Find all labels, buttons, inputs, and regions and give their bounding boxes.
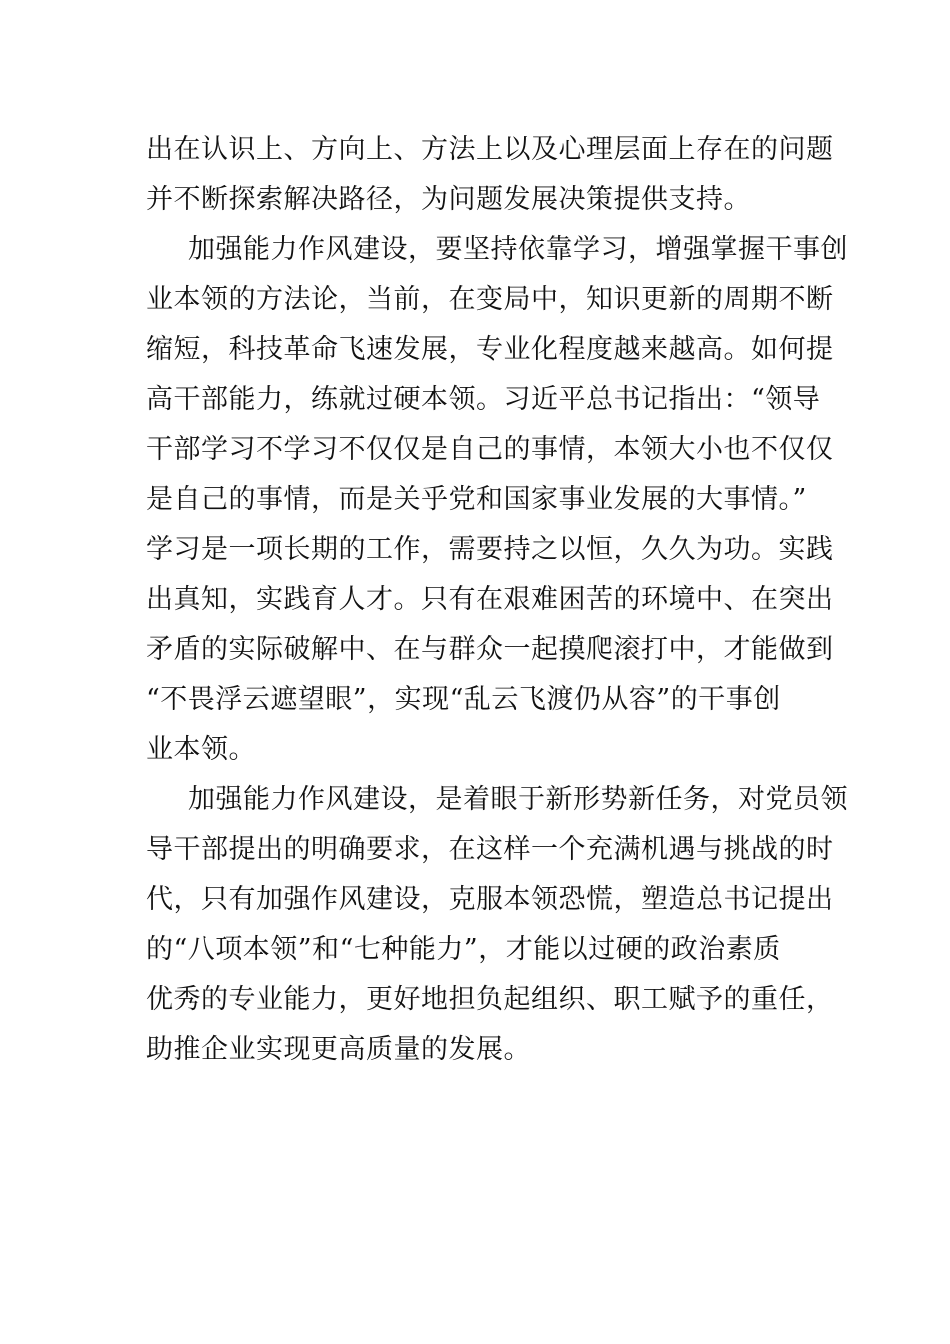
text-line: 的“八项本领”和“七种能力”，才能以过硬的政治素质 — [146, 934, 781, 965]
text-line: 代，只有加强作风建设，克服本领恐慌，塑造总书记提出 — [146, 884, 834, 915]
text-line: 优秀的专业能力，更好地担负起组织、职工赋予的重任， — [146, 984, 834, 1015]
text-line: 加强能力作风建设，是着眼于新形势新任务，对党员领 — [188, 784, 848, 815]
text-line: 是自己的事情，而是关乎党和国家事业发展的大事情。” — [146, 484, 807, 515]
text-line: 矛盾的实际破解中、在与群众一起摸爬滚打中，才能做到 — [146, 634, 834, 665]
text-line: 出真知，实践育人才。只有在艰难困苦的环境中、在突出 — [146, 584, 834, 615]
text-line: 导干部提出的明确要求，在这样一个充满机遇与挑战的时 — [146, 834, 834, 865]
text-line: 助推企业实现更高质量的发展。 — [146, 1034, 531, 1065]
text-line: 出在认识上、方向上、方法上以及心理层面上存在的问题 — [146, 134, 834, 165]
text-line: “不畏浮云遮望眼”，实现“乱云飞渡仍从容”的干事创 — [146, 684, 781, 715]
text-line: 业本领。 — [146, 734, 256, 765]
text-line: 学习是一项长期的工作，需要持之以恒，久久为功。实践 — [146, 534, 834, 565]
paragraph — [146, 225, 848, 775]
text-line: 业本领的方法论，当前，在变局中，知识更新的周期不断 — [146, 284, 834, 315]
text-line: 并不断探索解决路径，为问题发展决策提供支持。 — [146, 184, 751, 215]
text-line: 高干部能力，练就过硬本领。习近平总书记指出：“领导 — [146, 384, 821, 415]
paragraph — [146, 775, 848, 1075]
document-body — [146, 125, 848, 1075]
text-line: 缩短，科技革命飞速发展，专业化程度越来越高。如何提 — [146, 334, 834, 365]
text-line: 加强能力作风建设，要坚持依靠学习，增强掌握干事创 — [188, 234, 848, 265]
paragraph — [146, 125, 834, 225]
text-line: 干部学习不学习不仅仅是自己的事情，本领大小也不仅仅 — [146, 434, 834, 465]
